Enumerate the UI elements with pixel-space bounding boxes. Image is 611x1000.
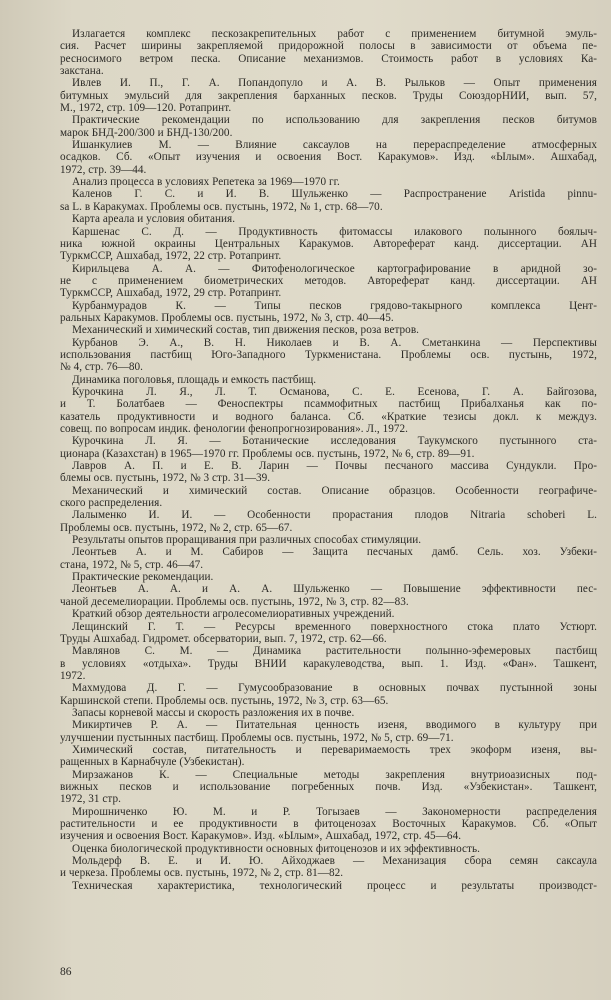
text-line: Курбанов Э. А., В. Н. Николаев и В. А. Сметанкина — Перспективы — [72, 336, 597, 349]
text-line: Мирошниченко Ю. М. и Р. Тогызаев — Закономерности распределения — [72, 805, 597, 818]
page-number: 86 — [60, 966, 72, 978]
text-line: Карта ареала и условия обитания. — [72, 213, 236, 226]
text-line: чаной десемелиорации. Проблемы осв. пустынь, 1972, № 3, стр. 82—83. — [60, 595, 409, 608]
text-line: сия. Расчет ширины закрепляемой придорожной полосы в зависимости от объема пе- — [60, 40, 597, 53]
text-line: и черкеза. Проблемы осв. пустынь, 1972, № 2, стр. 81—82. — [60, 867, 344, 880]
text-line: ника южной окраины Центральных Каракумов. Автореферат канд. диссертации. АН — [60, 237, 597, 250]
text-line: Каленов Г. С. и И. В. Шульженко — Распространение Aristida pinnu- — [72, 188, 597, 201]
text-line: 1972, 31 стр. — [60, 793, 121, 806]
text-line: Курочкина Л. Я., Л. Т. Османова, С. Е. Есенова, Г. А. Байгозова, — [72, 385, 597, 398]
text-line: ральных Каракумов. Проблемы осв. пустынь, 1972, № 3, стр. 40—45. — [60, 311, 394, 324]
text-line: совещ. по вопросам индик. фенологии фенопрогнозирования». Л., 1972. — [60, 423, 409, 435]
text-line: Кирильцева А. А. — Фитофенологическое картографирование в аридной зо- — [72, 262, 597, 275]
text-line: стана, 1972, № 5, стр. 46—47. — [60, 558, 204, 571]
text-line: Курбанмурадов К. — Типы песков грядово-такырного комплекса Цент- — [72, 299, 597, 312]
text-line: Мирзажанов К. — Специальные методы закрепления внутриоазисных под- — [72, 768, 597, 781]
text-line: блемы осв. пустынь, 1972, № 3 стр. 31—39. — [60, 472, 271, 485]
text-line: улучшении пустынных пастбищ. Проблемы осв. пустынь, 1972, № 5, стр. 69—71. — [60, 731, 454, 744]
text-line: использования пастбищ Юго-Западного Туркменистана. Проблемы осв. пустынь, 1972, — [60, 348, 597, 361]
text-line: марок БНД-200/300 и БНД-130/200. — [60, 126, 233, 139]
text-line: Труды Ашхабад. Гидромет. обсерватории, вып. 7, 1972, стр. 62—66. — [60, 632, 387, 645]
text-line: Излагается комплекс пескозакрепительных работ с применением битумной эмуль- — [72, 28, 597, 40]
text-line: и Т. Болатбаев — Феноспектры псаммофитных пастбищ Прибалханья как по- — [60, 398, 597, 411]
text-line: ского распределения. — [60, 497, 163, 510]
text-line: Микиртичев Р. А. — Питательная ценность изеня, вводимого в культуру при — [72, 719, 597, 732]
text-line: № 4, стр. 76—80. — [60, 361, 143, 374]
text-line: Практические рекомендации по использованию для закрепления песков битумов — [72, 114, 597, 127]
text-line: Лавров А. П. и Е. В. Ларин — Почвы песчаного массива Сундукли. Про- — [72, 460, 597, 473]
text-line: Мольдерф В. Е. и И. Ю. Айходжаев — Механизация сбора семян саксаула — [72, 855, 597, 868]
text-line: Каршинской степи. Проблемы осв. пустынь, 1972, № 3, стр. 63—65. — [60, 694, 389, 707]
text-line: Махмудова Д. Г. — Гумусообразование в основных почвах пустынной зоны — [72, 682, 597, 695]
text-line: М., 1972, стр. 109—120. Ротапринт. — [60, 102, 232, 115]
text-line: Проблемы осв. пустынь, 1972, № 2, стр. 65—67. — [60, 521, 293, 534]
text-line: не с применением биометрических методов. Автореферат канд. диссертации. АН — [60, 274, 597, 287]
text-line: ТуркмССР, Ашхабад, 1972, 22 стр. Ротапринт. — [60, 250, 282, 263]
text-line: Лещинский Г. Т. — Ресурсы временного поверхностного стока плато Устюрт. — [72, 620, 597, 633]
text-line: Результаты опытов проращивания при различных способах стимуляции. — [72, 534, 422, 547]
text-line: растительности и ее продуктивности в фитоценозах Восточных Каракумов. Сб. «Опыт — [60, 818, 597, 830]
text-line: Практические рекомендации. — [72, 571, 214, 584]
text-line: Техническая характеристика, технологический процесс и результаты производст- — [72, 879, 597, 892]
text-line: Анализ процесса в условиях Репетека за 1969—1970 гг. — [72, 176, 340, 189]
text-line: Лалыменко И. И. — Особенности прорастания плодов Nitraria schoberi L. — [72, 509, 597, 522]
text-line: ращенных в Карнабчуле (Узбекистан). — [60, 756, 245, 769]
text-lines — [60, 28, 597, 892]
text-line: Механический и химический состав. Описание образцов. Особенности географиче- — [72, 484, 597, 497]
text-line: Ивлев И. П., Г. А. Попандопуло и А. В. Рыльков — Опыт применения — [72, 77, 597, 90]
text-line: ТуркмССР, Ашхабад, 1972, 29 стр. Ротапринт. — [60, 287, 282, 300]
text-line: 1972. — [60, 669, 86, 682]
text-line: осадков. Сб. «Опыт изучения и освоения Вост. Каракумов». Изд. «Ылым». Ашхабад, — [60, 151, 597, 164]
text-line: в условиях «отдыха». Труды ВНИИ каракулеводства, вып. 1. Изд. «Фан». Ташкент, — [60, 657, 597, 670]
text-line: Мавлянов С. М. — Динамика растительности полынно-эфемеровых пастбищ — [72, 645, 597, 658]
text-line: Каршенас С. Д. — Продуктивность фитомассы илакового полынного боялыч- — [72, 225, 597, 238]
text-line: Динамика поголовья, площадь и емкость пастбищ. — [72, 373, 317, 386]
text-line: ресносимого ветром песка. Описание механизмов. Стоимость работ в условиях Ка- — [60, 52, 597, 65]
text-line: Краткий обзор деятельности агролесомелиоративных учреждений. — [72, 608, 395, 621]
text-line: Курочкина Л. Я. — Ботанические исследования Таукумского пустынного ста- — [72, 435, 597, 448]
text-line: Химический состав, питательность и переваримаемость трех экоформ изеня, вы- — [72, 743, 597, 756]
text-line: 1972, стр. 39—44. — [60, 163, 147, 176]
text-line: sa L. в Каракумах. Проблемы осв. пустынь, 1972, № 1, стр. 68—70. — [60, 200, 383, 213]
text-line: закстана. — [60, 65, 104, 78]
text-line: битумных эмульсий для закрепления барханных песков. Труды СоюздорНИИ, вып. 57, — [60, 89, 597, 102]
text-line: Механический и химический состав, тип движения песков, роза ветров. — [72, 324, 420, 337]
text-line: Леонтьев А. и М. Сабиров — Защита песчаных дамб. Сель. хоз. Узбеки- — [72, 546, 597, 559]
text-line: изучения и освоения Вост. Каракумов». Изд. «Ылым», Ашхабад, 1972, стр. 45—64. — [60, 830, 462, 843]
text-line: Леонтьев А. А. и А. А. Шульженко — Повышение эффективности пес- — [72, 583, 597, 596]
text-line: вижных песков и использование погребенных почв. Изд. «Узбекистан». Ташкент, — [60, 780, 597, 793]
text-line: Оценка биологической продуктивности основных фитоценозов и их эффективность. — [72, 842, 480, 855]
text-line: Ишанкулиев М. — Влияние саксаулов на перераспределение атмосферных — [72, 139, 597, 152]
text-line: казатель продуктивности и водного баланса. Сб. «Краткие тезисы докл. к междуз. — [60, 410, 597, 423]
text-line: ционара (Казахстан) в 1965—1970 гг. Проблемы осв. пустынь, 1972, № 6, стр. 89—91. — [60, 447, 475, 460]
text-line: Запасы корневой массы и скорость разложения их в почве. — [72, 706, 355, 719]
